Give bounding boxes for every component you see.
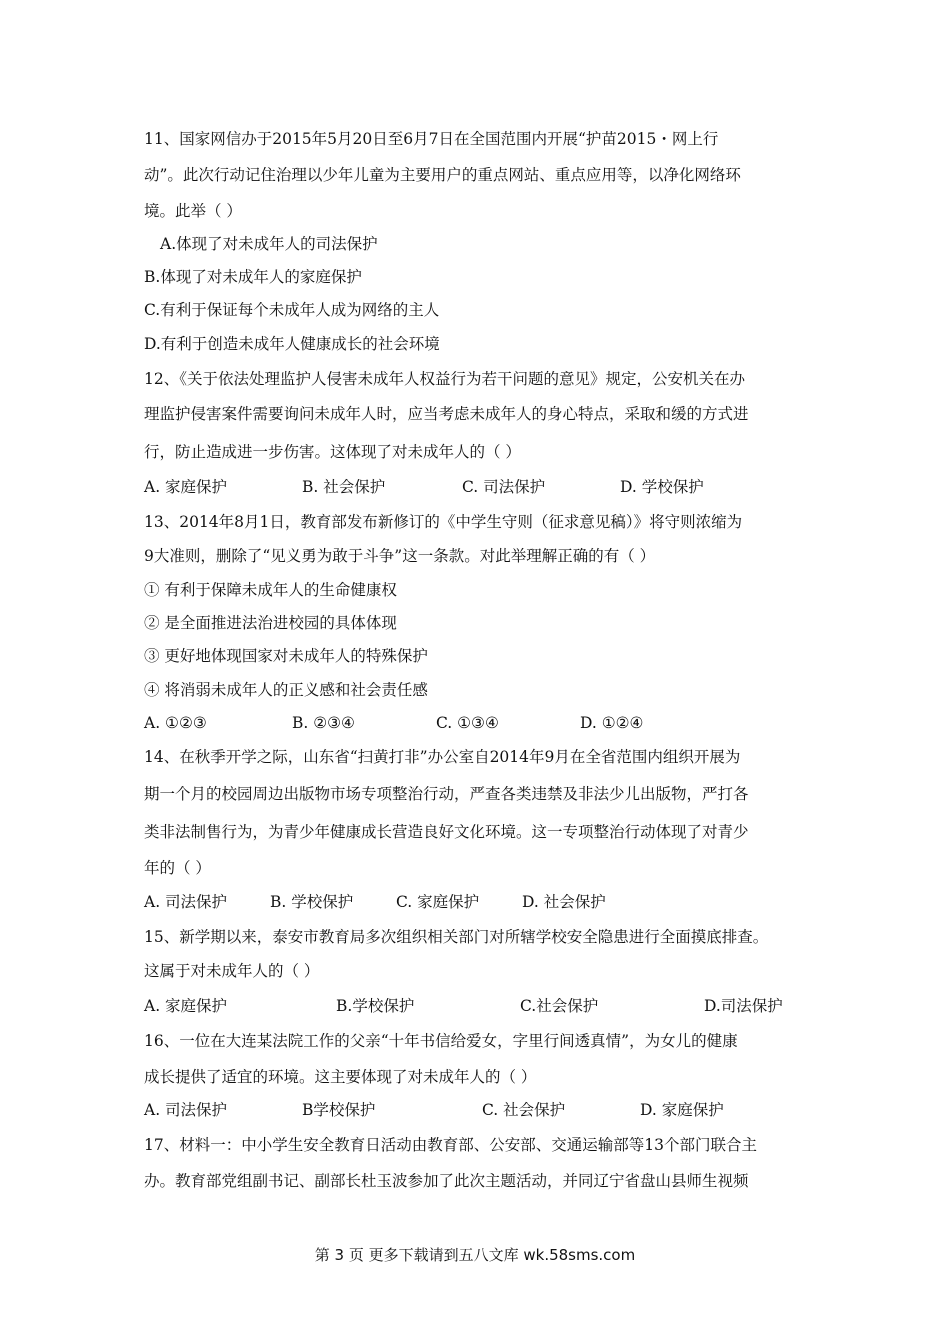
q13-statement-3: ③ 更好地体现国家对未成年人的特殊保护 (144, 647, 428, 665)
q11-option-b: B.体现了对未成年人的家庭保护 (144, 268, 362, 286)
q14-line-1: 14、在秋季开学之际，山东省“扫黄打非”办公室自2014年9月在全省范围内组织开展为 (144, 748, 741, 766)
q11-line-1: 11、国家网信办于2015年5月20日至6月7日在全国范围内开展“护苗2015・网上行 (144, 130, 719, 148)
q15-line-2: 这属于对未成年人的（ ） (144, 962, 320, 980)
q13-statement-1: ① 有利于保障未成年人的生命健康权 (144, 581, 397, 599)
q13-line-2: 9大准则，删除了“见义勇为敢于斗争”这一条款。对此举理解正确的有（ ） (144, 547, 656, 565)
page-footer: 第 3 页 更多下载请到五八文库 wk.58sms.com (314, 1246, 636, 1264)
q17-line-2: 办。教育部党组副书记、副部长杜玉波参加了此次主题活动，并同辽宁省盘山县师生视频 (144, 1172, 749, 1190)
q14-option-b: B. 学校保护 (270, 893, 354, 911)
q15-line-1: 15、新学期以来，泰安市教育局多次组织相关部门对所辖学校安全隐患进行全面摸底排查。 (144, 928, 769, 946)
q13-statement-4: ④ 将消弱未成年人的正义感和社会责任感 (144, 681, 428, 699)
q14-option-c: C. 家庭保护 (396, 893, 480, 911)
q11-option-d: D.有利于创造未成年人健康成长的社会环境 (144, 335, 440, 353)
q13-option-b: B. ②③④ (292, 714, 355, 732)
q16-option-a: A. 司法保护 (144, 1101, 228, 1119)
q13-option-c: C. ①③④ (436, 714, 499, 732)
q16-line-2: 成长提供了适宜的环境。这主要体现了对未成年人的（ ） (144, 1068, 537, 1086)
q15-option-c: C.社会保护 (520, 997, 599, 1015)
q13-option-a: A. ①②③ (144, 714, 207, 732)
q13-option-d: D. ①②④ (580, 714, 644, 732)
q12-line-3: 行，防止造成进一步伤害。这体现了对未成年人的（ ） (144, 443, 521, 461)
q15-option-b: B.学校保护 (336, 997, 415, 1015)
q16-option-d: D. 家庭保护 (640, 1101, 724, 1119)
q12-option-a: A. 家庭保护 (144, 478, 228, 496)
q14-line-3: 类非法制售行为，为青少年健康成长营造良好文化环境。这一专项整治行动体现了对青少 (144, 823, 749, 841)
q12-option-b: B. 社会保护 (302, 478, 386, 496)
q17-line-1: 17、材料一：中小学生安全教育日活动由教育部、公安部、交通运输部等13个部门联合主 (144, 1136, 757, 1154)
q15-option-d: D.司法保护 (704, 997, 783, 1015)
q12-line-1: 12、《关于依法处理监护人侵害未成年人权益行为若干问题的意见》规定，公安机关在办 (144, 370, 745, 388)
q16-option-c: C. 社会保护 (482, 1101, 566, 1119)
q14-line-2: 期一个月的校园周边出版物市场专项整治行动，严查各类违禁及非法少儿出版物，严打各 (144, 785, 749, 803)
q11-option-a: A.体现了对未成年人的司法保护 (160, 235, 378, 253)
q14-line-4: 年的（ ） (144, 859, 211, 877)
q16-option-b: B学校保护 (302, 1101, 376, 1119)
q11-line-2: 动”。此次行动记住治理以少年儿童为主要用户的重点网站、重点应用等，以净化网络环 (144, 166, 741, 184)
q15-option-a: A. 家庭保护 (144, 997, 228, 1015)
q16-line-1: 16、一位在大连某法院工作的父亲“十年书信给爱女，字里行间透真情”，为女儿的健康 (144, 1032, 738, 1050)
q14-option-a: A. 司法保护 (144, 893, 228, 911)
q11-option-c: C.有利于保证每个未成年人成为网络的主人 (144, 301, 440, 319)
q12-option-d: D. 学校保护 (620, 478, 704, 496)
q12-option-c: C. 司法保护 (462, 478, 546, 496)
q14-option-d: D. 社会保护 (522, 893, 606, 911)
q12-line-2: 理监护侵害案件需要询问未成年人时，应当考虑未成年人的身心特点，采取和缓的方式进 (144, 405, 749, 423)
q13-line-1: 13、2014年8月1日，教育部发布新修订的《中学生守则（征求意见稿）》将守则浓缩为 (144, 513, 743, 531)
q11-line-3: 境。此举（ ） (144, 202, 242, 220)
q13-statement-2: ② 是全面推进法治进校园的具体体现 (144, 614, 397, 632)
